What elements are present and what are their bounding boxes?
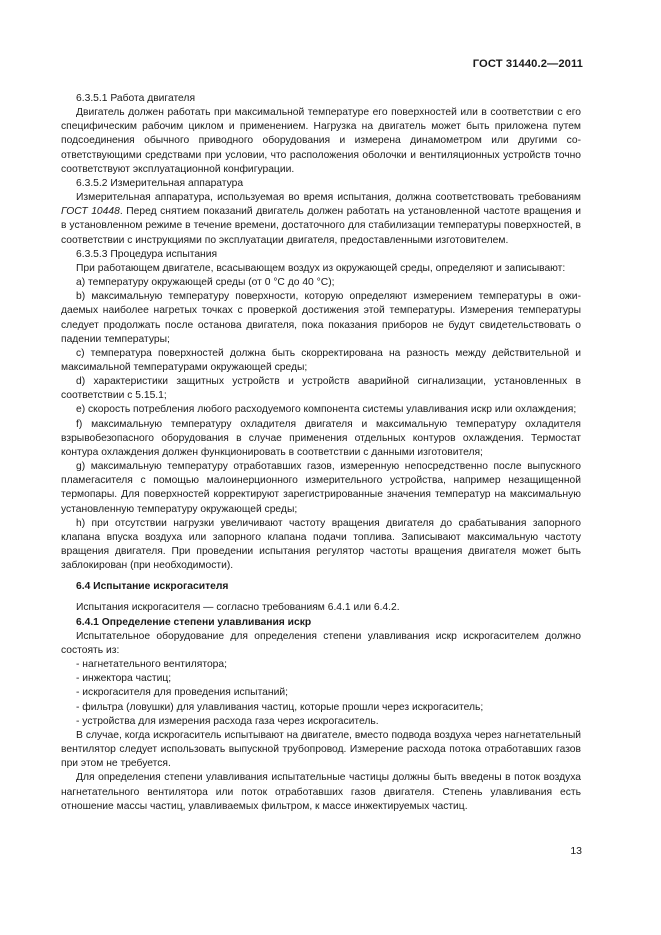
list-item: - фильтра (ловушки) для улавливания частиц, которые прошли через искрогаситель; xyxy=(61,701,581,715)
procedure-item-c: c) температура поверхностей должна быть скорректирована на разность между действительной и максимальной температурами окружающей среды; xyxy=(61,347,581,373)
document-body xyxy=(61,92,581,814)
clause-6-3-5-2-text xyxy=(61,191,581,248)
clause-6-4-1-heading: 6.4.1 Определение степени улавливания искр xyxy=(76,616,312,628)
page-number: 13 xyxy=(570,845,582,857)
standard-reference: ГОСТ 10448 xyxy=(61,206,120,218)
procedure-item-h: h) при отсутствии нагрузки увеличивают частоту вращения двигателя до срабатывания запорного клапана впуска воздуха или запорного клапана подачи топлива. Записывают максимальную частоту вращения двигателя. При проведении испытания регулятор частоты вращения двигателя может быть заблокирован (при необходимости). xyxy=(61,517,581,572)
text-before-ref: Измерительная аппаратура, используемая во время испытания, должна соответствовать требованиям xyxy=(76,192,581,204)
procedure-item-f: f) максимальную температуру охладителя двигателя и максимальную температуру охладителя взрывобезопасного оборудования в случае применения отдельных контуров охлаждения. Термостат контура охлаждения должен функционировать в соответствии с данными изготовителя; xyxy=(61,418,581,458)
engine-test-paragraph: В случае, когда искрогаситель испытывают на двигателе, вместо подвода воздуха через нагнетательный вентилятор следует использовать выпускной трубопровод. Измерение расхода потока отработавших газов при этом не требуется. xyxy=(61,729,581,770)
clause-6-3-5-3-intro: При работающем двигателе, всасывающем воздух из окружающей среды, определяют и записывают: xyxy=(76,262,566,274)
clause-6-3-5-2-title: 6.3.5.2 Измерительная аппаратура xyxy=(76,177,244,189)
section-6-4-text: Испытания искрогасителя — согласно требованиям 6.4.1 или 6.4.2. xyxy=(76,602,400,614)
list-item: - искрогасителя для проведения испытаний; xyxy=(61,686,581,700)
section-6-4-heading: 6.4 Испытание искрогасителя xyxy=(76,581,229,593)
procedure-item-a: a) температуру окружающей среды (от 0 °С до 40 °С); xyxy=(76,277,335,289)
list-item: - инжектора частиц; xyxy=(61,672,581,686)
procedure-item-e: e) скорость потребления любого расходуемого компонента системы улавливания искр или охлаждения; xyxy=(76,404,577,416)
equipment-list xyxy=(61,658,581,729)
document-header: ГОСТ 31440.2—2011 xyxy=(472,58,583,70)
procedure-item-g: g) максимальную температуру отработавших газов, измеренную непосредственно после выпускного пламегасителя с помощью малоинерционного измерительного устройства, например незащищенной термопары. Для поверхностей корректируют зарегистрированные значения температур на максимальную установленную температуру окружающей среды; xyxy=(61,461,581,515)
capture-degree-paragraph: Для определения степени улавливания испытательные частицы должны быть введены в поток воздуха нагнетательного вентилятора или поток отработавших газов двигателя. Степень улавливания есть отношение массы частиц, улавливаемых фильтром, к массе инжектируемых частиц. xyxy=(61,772,581,812)
list-item: - нагнетательного вентилятора; xyxy=(61,658,581,672)
clause-6-3-5-1-title: 6.3.5.1 Работа двигателя xyxy=(76,93,196,104)
clause-6-4-1-intro: Испытательное оборудование для определения степени улавливания искр искрогасителем должно состоять из: xyxy=(61,630,581,656)
procedure-item-b: b) максимальную температуру поверхности, которую определяют измерением температуры в ожидаемых наиболее нагретых точках с проверкой достижения этой температуры. Измерения температуры следует продолжать после останова двигателя, пока показания приборов не будут свидетельствовать о падении температуры; xyxy=(61,291,581,345)
clause-6-3-5-3-title: 6.3.5.3 Процедура испытания xyxy=(76,248,218,260)
list-item: - устройства для измерения расхода газа через искрогаситель. xyxy=(61,715,581,729)
procedure-item-d: d) характеристики защитных устройств и устройств аварийной сигнализации, установленных в соответствии с 5.15.1; xyxy=(61,376,581,402)
clause-6-3-5-1-text: Двигатель должен работать при максимальной температуре его поверхностей или в соответствии с его специфическим рабочим циклом и применением. Нагрузка на двигатель может быть приложена путем подсоединения обычного приводного оборудования и измерена динамометром или другими соответствующими средствами при условии, что расположения оболочки и вентиляционных устройств точно соответствуют эксплуатационной конфигурации. xyxy=(61,107,581,175)
text-after-ref: . Перед снятием показаний двигатель должен работать на установленной частоте вращения и в установленном режиме в течение времени, достаточного для стабилизации температуры поверхностей, в соответствии с инструкциями по эксплуатации двигателя, предоставленными изготовителем. xyxy=(61,206,581,246)
